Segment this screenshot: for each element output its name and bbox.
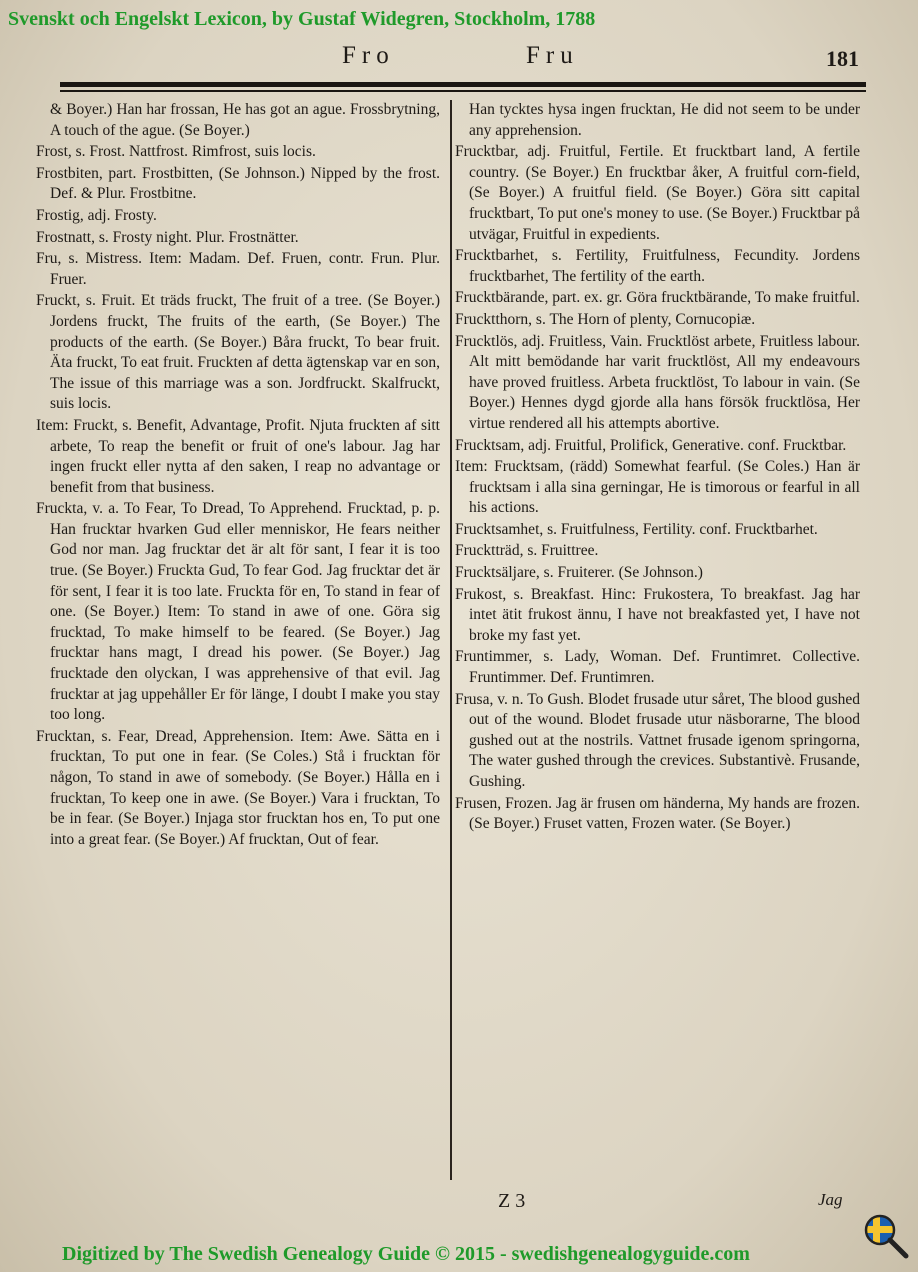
dictionary-entry: Frucktträd, s. Fruittree.: [455, 542, 599, 560]
right-column: [455, 100, 860, 836]
header-rule: [60, 82, 866, 87]
dictionary-entry: Item: Fruckt, s. Benefit, Advantage, Profit. Njuta fruckten af sitt arbete, To reap the benefit or fruit of one's labour. Jag har ingen fruckt eller nytta af den saken, I reap no advantage or benefit from that business.: [36, 416, 440, 496]
dictionary-entry: Frucktsam, adj. Fruitful, Prolifick, Generative. conf. Frucktbar.: [455, 436, 847, 454]
page-number: 181: [826, 46, 859, 71]
dictionary-entry: Frusa, v. n. To Gush. Blodet frusade utur såret, The blood gushed out of the wound. Blodet frusade utur näsborarne, The blood gushed out at the nostrils. Vattnet frusade igenom springorna, The water gushed through the crevices. Substantivè. Frusande, Gushing.: [455, 690, 860, 790]
dictionary-entry: Frostbiten, part. Frostbitten, (Se Johnson.) Nipped by the frost. Def. & Plur. Frostbitne.: [36, 164, 440, 203]
dictionary-entry: Fru, s. Mistress. Item: Madam. Def. Fruen, contr. Frun. Plur. Fruer.: [36, 250, 440, 288]
column-divider: [450, 100, 452, 1180]
dictionary-entry: Fruckta, v. a. To Fear, To Dread, To Apprehend. Frucktad, p. p. Han frucktar hvarken Gud eller menniskor, He fears neither God nor man. Jag frucktar det är alt för sant, I fear it is too true. (Se Boyer.) Fruckta Gud, To fear God. Jag frucktar det är för sent, I fear it is too late. Fruckta för en, To stand in fear of one. (Se Boyer.) Item: To stand in awe of one. Göra sig frucktad, To make himself to be feared. (Se Boyer.) Jag frucktar hans magt, I dread his power. (Se Boyer.) Jag frucktade den olyckan, I was apprehensive of that evil. Jag frucktar at jag uppehåller Er för länge, I doubt I make you stay too long.: [36, 500, 440, 724]
dictionary-entry: Frucktsäljare, s. Fruiterer. (Se Johnson.): [455, 564, 703, 582]
dictionary-entry: Frukost, s. Breakfast. Hinc: Frukostera, To breakfast. Jag har intet ätit frukost ännu, I have not breakfasted yet, I have not broke my fast yet.: [455, 585, 860, 644]
header-rule-thin: [60, 90, 866, 92]
left-column: [36, 100, 440, 851]
dictionary-entry: Frucktbarhet, s. Fertility, Fruitfulness, Fecundity. Jordens frucktbarhet, The fertility of the earth.: [455, 247, 860, 285]
dictionary-entry: Han tycktes hysa ingen frucktan, He did not seem to be under any apprehension.: [469, 101, 860, 139]
swedish-flag-magnifier-icon: [864, 1214, 910, 1260]
dictionary-entry: Frucktlös, adj. Fruitless, Vain. Frucktlöst arbete, Fruitless labour. Alt mitt bemödande har varit frucktlöst, All my endeavours have proved fruitless. Arbeta frucktlöst, To labour in vain. (Se Boyer.) Hennes dygd gjorde alla hans försök frucktlösa, Her virtue rendered all his attempts abortive.: [455, 332, 860, 432]
dictionary-entry: Fruckt, s. Fruit. Et träds fruckt, The fruit of a tree. (Se Boyer.) Jordens fruckt, The fruits of the earth, (Se Boyer.) The products of the earth. (Se Boyer.) Båra fruckt, To bear fruit. Äta fruckt, To eat fruit. Fruckten af detta ägtenskap var en son, The issue of this marriage was a son. Jordfruckt. Skalfruckt, suis locis.: [36, 292, 440, 413]
dictionary-entry: Frucktan, s. Fear, Dread, Apprehension. Item: Awe. Sätta en i frucktan, To put one in fear. (Se Coles.) Stå i frucktan för någon, To stand in awe of somebody. (Se Boyer.) Hålla en i frucktan, To keep one in awe. (Se Boyer.) Vara i frucktan, To be in fear. (Se Boyer.) Injaga stor frucktan hos en, To put one into a great fear. (Se Boyer.) Af frucktan, Out of fear.: [36, 727, 440, 848]
top-banner: Svenskt och Engelskt Lexicon, by Gustaf Widegren, Stockholm, 1788: [8, 8, 596, 30]
header-right-word: Fru: [526, 42, 579, 69]
dictionary-entry: Frucktbar, adj. Fruitful, Fertile. Et frucktbart land, A fertile country. (Se Boyer.) En frucktbar åker, A fruitful corn-field, (Se Boyer.) A fruitful field. (Se Boyer.) Göra sitt capital frucktbart, To put one's money to use. (Se Boyer.) Frucktbar på utvägar, Fruitful in expedients.: [455, 143, 860, 243]
printer-signature: Z 3: [498, 1190, 526, 1212]
dictionary-entry: Frostig, adj. Frosty.: [36, 206, 157, 224]
bottom-banner: Digitized by The Swedish Genealogy Guide © 2015 - swedishgenealogyguide.com: [62, 1243, 750, 1265]
catchword: Jag: [818, 1190, 843, 1209]
header-left-word: Fro: [342, 42, 395, 69]
dictionary-entry: Fruntimmer, s. Lady, Woman. Def. Fruntimret. Collective. Fruntimmer. Def. Fruntimren.: [455, 648, 860, 687]
dictionary-entry: Frucktthorn, s. The Horn of plenty, Cornucopiæ.: [455, 310, 756, 328]
dictionary-entry: Item: Frucktsam, (rädd) Somewhat fearful. (Se Coles.) Han är frucktsam i alla sina gerningar, He is timorous or fearful in all his actions.: [455, 458, 860, 517]
dictionary-entry: Frusen, Frozen. Jag är frusen om händerna, My hands are frozen. (Se Boyer.) Fruset vatten, Frozen water. (Se Boyer.): [455, 794, 860, 833]
dictionary-entry: & Boyer.) Han har frossan, He has got an ague. Frossbrytning, A touch of the ague. (Se Boyer.): [50, 101, 440, 139]
dictionary-entry: Frost, s. Frost. Nattfrost. Rimfrost, suis locis.: [36, 143, 316, 161]
dictionary-entry: Frucktsamhet, s. Fruitfulness, Fertility. conf. Frucktbarhet.: [455, 520, 818, 538]
dictionary-entry: Frucktbärande, part. ex. gr. Göra frucktbärande, To make fruitful.: [455, 289, 860, 307]
dictionary-entry: Frostnatt, s. Frosty night. Plur. Frostnätter.: [36, 228, 299, 246]
